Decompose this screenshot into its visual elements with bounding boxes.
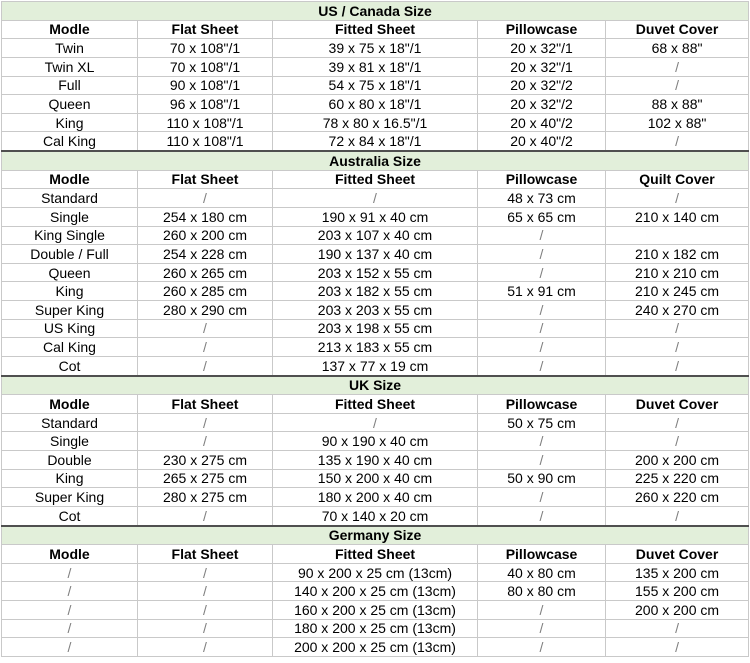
cell-model: Cot [2,506,138,525]
cell-model: King Single [2,226,138,245]
cell-pillowcase: 20 x 40"/2 [478,132,606,151]
cell-flat-sheet: 265 x 275 cm [138,469,273,488]
cell-pillowcase: / [478,263,606,282]
column-header-fitted-sheet: Fitted Sheet [273,395,478,414]
cell-model: King [2,469,138,488]
cell-flat-sheet: 110 x 108"/1 [138,113,273,132]
table-row [2,469,749,488]
cell-cover: / [606,638,749,657]
cell-flat-sheet: 254 x 228 cm [138,245,273,264]
cell-cover: / [606,413,749,432]
cell-fitted-sheet: 54 x 75 x 18"/1 [273,76,478,95]
cell-pillowcase: 20 x 40"/2 [478,113,606,132]
table-row [2,245,749,264]
cell-model: Single [2,432,138,451]
cell-pillowcase: / [478,638,606,657]
cell-cover: 210 x 245 cm [606,282,749,301]
cell-fitted-sheet: 137 x 77 x 19 cm [273,356,478,375]
cell-cover: / [606,57,749,76]
cell-pillowcase: / [478,619,606,638]
cell-pillowcase: 40 x 80 cm [478,563,606,582]
cell-model: King [2,282,138,301]
cell-pillowcase: 48 x 73 cm [478,189,606,208]
cell-model: Full [2,76,138,95]
cell-fitted-sheet: / [273,413,478,432]
table-row [2,95,749,114]
column-header-flat-sheet: Flat Sheet [138,545,273,564]
cell-flat-sheet: / [138,638,273,657]
cell-fitted-sheet: / [273,189,478,208]
table-row [2,282,749,301]
cell-model: / [2,638,138,657]
cell-model: Double [2,451,138,470]
cell-pillowcase: / [478,301,606,320]
table-row [2,582,749,601]
cell-model: Cal King [2,338,138,357]
cell-flat-sheet: / [138,413,273,432]
cell-cover: / [606,356,749,375]
cell-fitted-sheet: 200 x 200 x 25 cm (13cm) [273,638,478,657]
cell-pillowcase: 50 x 75 cm [478,413,606,432]
cell-fitted-sheet: 78 x 80 x 16.5"/1 [273,113,478,132]
cell-cover: 210 x 210 cm [606,263,749,282]
column-header-pillowcase: Pillowcase [478,170,606,189]
cell-flat-sheet: / [138,619,273,638]
cell-cover: / [606,506,749,525]
table-row [2,432,749,451]
cell-cover: / [606,338,749,357]
column-header-cover: Quilt Cover [606,170,749,189]
table-row [2,57,749,76]
column-header-pillowcase: Pillowcase [478,545,606,564]
table-row [2,506,749,525]
cell-flat-sheet: 110 x 108"/1 [138,132,273,151]
cell-flat-sheet: / [138,338,273,357]
size-chart-body [2,2,749,657]
table-row [2,451,749,470]
cell-cover: 210 x 182 cm [606,245,749,264]
column-header-cover: Duvet Cover [606,545,749,564]
section-title-row-germany-size [2,526,749,545]
cell-flat-sheet: 260 x 200 cm [138,226,273,245]
cell-fitted-sheet: 150 x 200 x 40 cm [273,469,478,488]
cell-pillowcase: 20 x 32"/2 [478,76,606,95]
cell-cover: / [606,319,749,338]
section-title-row-australia-size [2,151,749,170]
cell-flat-sheet: / [138,319,273,338]
cell-model: Single [2,207,138,226]
cell-pillowcase: / [478,226,606,245]
table-row [2,601,749,620]
cell-pillowcase: 80 x 80 cm [478,582,606,601]
column-header-fitted-sheet: Fitted Sheet [273,545,478,564]
cell-fitted-sheet: 190 x 91 x 40 cm [273,207,478,226]
table-row [2,319,749,338]
cell-model: Super King [2,301,138,320]
cell-fitted-sheet: 70 x 140 x 20 cm [273,506,478,525]
cell-model: Twin XL [2,57,138,76]
cell-fitted-sheet: 72 x 84 x 18"/1 [273,132,478,151]
column-header-row-germany-size [2,545,749,564]
cell-pillowcase: / [478,356,606,375]
column-header-pillowcase: Pillowcase [478,20,606,39]
size-chart-table [1,1,749,657]
cell-pillowcase: / [478,245,606,264]
cell-flat-sheet: 70 x 108"/1 [138,39,273,58]
cell-fitted-sheet: 180 x 200 x 40 cm [273,488,478,507]
cell-fitted-sheet: 90 x 200 x 25 cm (13cm) [273,563,478,582]
cell-fitted-sheet: 39 x 75 x 18"/1 [273,39,478,58]
cell-flat-sheet: 254 x 180 cm [138,207,273,226]
column-header-pillowcase: Pillowcase [478,395,606,414]
cell-cover [606,226,749,245]
cell-fitted-sheet: 203 x 182 x 55 cm [273,282,478,301]
cell-pillowcase: 20 x 32"/1 [478,39,606,58]
cell-model: King [2,113,138,132]
cell-cover: 68 x 88" [606,39,749,58]
cell-fitted-sheet: 140 x 200 x 25 cm (13cm) [273,582,478,601]
cell-cover: 260 x 220 cm [606,488,749,507]
cell-model: / [2,601,138,620]
table-row [2,619,749,638]
cell-fitted-sheet: 203 x 152 x 55 cm [273,263,478,282]
cell-cover: 88 x 88" [606,95,749,114]
cell-flat-sheet: 230 x 275 cm [138,451,273,470]
cell-model: / [2,563,138,582]
column-header-model: Modle [2,20,138,39]
cell-cover: 210 x 140 cm [606,207,749,226]
cell-pillowcase: / [478,451,606,470]
cell-fitted-sheet: 39 x 81 x 18"/1 [273,57,478,76]
column-header-row-australia-size [2,170,749,189]
cell-flat-sheet: 90 x 108"/1 [138,76,273,95]
cell-model: US King [2,319,138,338]
table-row [2,189,749,208]
cell-cover: / [606,619,749,638]
table-row [2,301,749,320]
column-header-cover: Duvet Cover [606,20,749,39]
cell-flat-sheet: / [138,432,273,451]
column-header-model: Modle [2,395,138,414]
cell-model: Twin [2,39,138,58]
cell-cover: 102 x 88" [606,113,749,132]
section-title: Australia Size [2,151,749,170]
cell-flat-sheet: 260 x 265 cm [138,263,273,282]
column-header-flat-sheet: Flat Sheet [138,170,273,189]
cell-model: Super King [2,488,138,507]
cell-model: / [2,582,138,601]
cell-flat-sheet: 260 x 285 cm [138,282,273,301]
table-row [2,263,749,282]
cell-model: Cal King [2,132,138,151]
column-header-row-uk-size [2,395,749,414]
table-row [2,76,749,95]
section-title-row-uk-size [2,376,749,395]
cell-model: Cot [2,356,138,375]
cell-pillowcase: 20 x 32"/1 [478,57,606,76]
section-title: Germany Size [2,526,749,545]
cell-cover: / [606,132,749,151]
section-title: UK Size [2,376,749,395]
cell-flat-sheet: / [138,601,273,620]
table-row [2,413,749,432]
cell-pillowcase: 65 x 65 cm [478,207,606,226]
table-row [2,226,749,245]
table-row [2,356,749,375]
cell-cover: / [606,76,749,95]
cell-model: Double / Full [2,245,138,264]
table-row [2,488,749,507]
table-row [2,132,749,151]
cell-cover: 240 x 270 cm [606,301,749,320]
cell-flat-sheet: / [138,356,273,375]
cell-flat-sheet: 280 x 290 cm [138,301,273,320]
cell-model: Standard [2,189,138,208]
table-row [2,563,749,582]
table-row [2,113,749,132]
cell-pillowcase: / [478,488,606,507]
cell-model: Queen [2,263,138,282]
cell-flat-sheet: / [138,582,273,601]
cell-cover: 200 x 200 cm [606,451,749,470]
column-header-row-us-canada-size [2,20,749,39]
column-header-flat-sheet: Flat Sheet [138,395,273,414]
cell-fitted-sheet: 90 x 190 x 40 cm [273,432,478,451]
cell-fitted-sheet: 203 x 198 x 55 cm [273,319,478,338]
cell-fitted-sheet: 203 x 203 x 55 cm [273,301,478,320]
table-row [2,338,749,357]
cell-cover: 225 x 220 cm [606,469,749,488]
cell-flat-sheet: 70 x 108"/1 [138,57,273,76]
cell-flat-sheet: 280 x 275 cm [138,488,273,507]
cell-pillowcase: / [478,432,606,451]
column-header-flat-sheet: Flat Sheet [138,20,273,39]
cell-model: / [2,619,138,638]
cell-fitted-sheet: 160 x 200 x 25 cm (13cm) [273,601,478,620]
cell-cover: 200 x 200 cm [606,601,749,620]
cell-pillowcase: / [478,319,606,338]
column-header-fitted-sheet: Fitted Sheet [273,20,478,39]
cell-pillowcase: / [478,338,606,357]
cell-flat-sheet: 96 x 108"/1 [138,95,273,114]
cell-flat-sheet: / [138,189,273,208]
cell-pillowcase: / [478,506,606,525]
section-title-row-us-canada-size [2,2,749,21]
cell-pillowcase: 51 x 91 cm [478,282,606,301]
cell-fitted-sheet: 203 x 107 x 40 cm [273,226,478,245]
cell-model: Queen [2,95,138,114]
cell-fitted-sheet: 190 x 137 x 40 cm [273,245,478,264]
cell-flat-sheet: / [138,506,273,525]
section-title: US / Canada Size [2,2,749,21]
cell-fitted-sheet: 180 x 200 x 25 cm (13cm) [273,619,478,638]
cell-cover: / [606,189,749,208]
cell-pillowcase: 20 x 32"/2 [478,95,606,114]
cell-model: Standard [2,413,138,432]
cell-fitted-sheet: 213 x 183 x 55 cm [273,338,478,357]
cell-fitted-sheet: 60 x 80 x 18"/1 [273,95,478,114]
column-header-model: Modle [2,545,138,564]
cell-flat-sheet: / [138,563,273,582]
cell-cover: 155 x 200 cm [606,582,749,601]
cell-cover: 135 x 200 cm [606,563,749,582]
table-row [2,207,749,226]
table-row [2,39,749,58]
cell-pillowcase: / [478,601,606,620]
cell-cover: / [606,432,749,451]
column-header-model: Modle [2,170,138,189]
cell-pillowcase: 50 x 90 cm [478,469,606,488]
column-header-cover: Duvet Cover [606,395,749,414]
table-row [2,638,749,657]
cell-fitted-sheet: 135 x 190 x 40 cm [273,451,478,470]
column-header-fitted-sheet: Fitted Sheet [273,170,478,189]
